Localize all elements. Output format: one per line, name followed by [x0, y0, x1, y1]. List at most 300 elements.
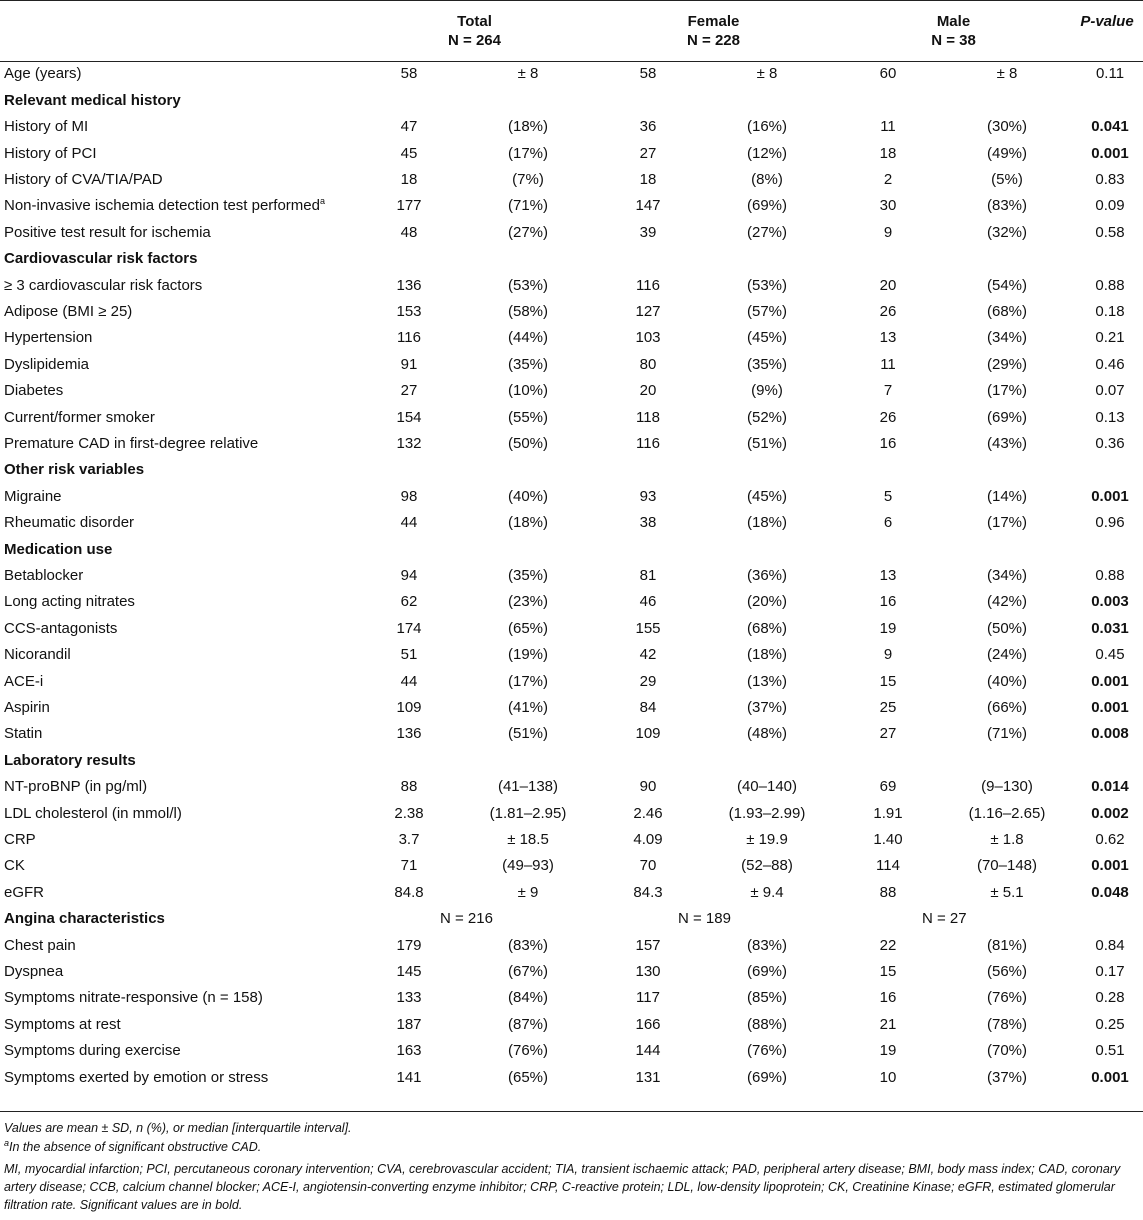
male-value: 20: [879, 276, 897, 294]
female-stat: (57%): [746, 302, 787, 320]
female-value: 29: [639, 672, 657, 690]
table-row: [0, 774, 1143, 800]
table-row: [0, 484, 1143, 510]
total-value: 177: [396, 197, 422, 215]
male-stat: (76%): [986, 989, 1027, 1007]
total-value: 44: [400, 672, 418, 690]
table-row: [0, 616, 1143, 642]
male-stat: (24%): [986, 646, 1027, 664]
male-value: 10: [879, 1068, 897, 1086]
total-stat: (83%): [507, 936, 548, 954]
female-value: 4.09: [633, 830, 663, 848]
female-stat: (8%): [751, 170, 783, 188]
female-stat: (40–140): [736, 778, 798, 796]
total-stat: (55%): [507, 408, 548, 426]
female-value: 20: [639, 382, 657, 400]
female-stat: (1.93–2.99): [728, 804, 806, 822]
total-stat: (17%): [507, 672, 548, 690]
p-value: 0.031: [1091, 619, 1129, 637]
female-stat: (51%): [746, 434, 787, 452]
total-value: 84.8: [394, 883, 424, 901]
row-label: Chest pain: [4, 936, 76, 954]
table-row: [0, 827, 1143, 853]
male-value: 69: [879, 778, 897, 796]
female-value: 93: [639, 487, 657, 505]
table-row: [0, 721, 1143, 747]
total-stat: (35%): [507, 566, 548, 584]
row-label: Positive test result for ischemia: [4, 223, 211, 241]
female-value: 42: [639, 646, 657, 664]
total-value: 18: [400, 170, 418, 188]
female-value: 144: [635, 1042, 661, 1060]
total-value: 71: [400, 857, 418, 875]
p-value: 0.62: [1095, 830, 1125, 848]
total-stat: (18%): [507, 118, 548, 136]
female-stat: (18%): [746, 514, 787, 532]
female-value: 46: [639, 593, 657, 611]
total-stat: (76%): [507, 1042, 548, 1060]
row-label: ACE-i: [4, 672, 44, 690]
total-stat: (35%): [507, 355, 548, 373]
female-stat: (45%): [746, 487, 787, 505]
total-value: 109: [396, 698, 422, 716]
section-label: Relevant medical history: [4, 91, 181, 109]
table-row: [0, 510, 1143, 536]
male-stat: (40%): [986, 672, 1027, 690]
male-value: 11: [880, 355, 896, 373]
p-value: 0.001: [1091, 698, 1129, 716]
total-stat: (65%): [507, 619, 548, 637]
female-value: 27: [639, 144, 657, 162]
male-value: 60: [879, 65, 897, 83]
row-label: LDL cholesterol (in mmol/l): [4, 804, 182, 822]
section-label: Medication use: [4, 540, 113, 558]
total-value: 153: [396, 302, 422, 320]
header-female: [605, 12, 822, 50]
total-value: 116: [397, 329, 421, 347]
total-stat: (1.81–2.95): [489, 804, 567, 822]
p-value: 0.88: [1095, 276, 1125, 294]
female-value: 117: [636, 989, 660, 1007]
female-stat: (83%): [746, 936, 787, 954]
row-label: Long acting nitrates: [4, 593, 135, 611]
male-stat: (78%): [986, 1015, 1027, 1033]
total-stat: (53%): [507, 276, 548, 294]
male-value: 22: [879, 936, 897, 954]
total-value: 58: [400, 65, 418, 83]
male-value: 16: [879, 434, 897, 452]
male-stat: ± 1.8: [990, 830, 1024, 848]
total-value: 136: [396, 276, 422, 294]
female-stat: (52%): [746, 408, 787, 426]
table-row: [0, 880, 1143, 906]
total-stat: (17%): [507, 144, 548, 162]
male-stat: ± 8: [996, 65, 1018, 83]
table-row: [0, 352, 1143, 378]
female-value: 90: [639, 778, 657, 796]
table-header: [0, 0, 1143, 62]
total-value: 174: [396, 619, 422, 637]
subgroup-n: N = 216: [440, 910, 493, 928]
male-value: 19: [879, 1042, 897, 1060]
section-row: [0, 748, 1143, 774]
p-value: 0.84: [1095, 936, 1125, 954]
male-value: 1.91: [873, 804, 903, 822]
row-label: CRP: [4, 830, 36, 848]
row-label: Dyspnea: [4, 962, 64, 980]
row-label: Aspirin: [4, 698, 50, 716]
male-stat: (1.16–2.65): [968, 804, 1046, 822]
total-stat: (71%): [507, 197, 548, 215]
section-row: [0, 246, 1143, 272]
female-value: 166: [635, 1015, 661, 1033]
total-stat: (27%): [507, 223, 548, 241]
row-label: Adipose (BMI ≥ 25): [4, 302, 133, 320]
male-stat: (71%): [986, 725, 1027, 743]
female-value: 18: [639, 170, 657, 188]
male-value: 15: [879, 962, 897, 980]
male-stat: (5%): [991, 170, 1023, 188]
footnote-a-text: In the absence of significant obstructive CAD.: [9, 1140, 262, 1154]
male-stat: (68%): [986, 302, 1027, 320]
male-stat: (54%): [986, 276, 1027, 294]
row-label: ≥ 3 cardiovascular risk factors: [4, 276, 203, 294]
total-stat: ± 18.5: [507, 830, 549, 848]
male-stat: (43%): [986, 434, 1027, 452]
total-value: 145: [396, 962, 422, 980]
p-value: 0.09: [1095, 197, 1125, 215]
table-row: [0, 669, 1143, 695]
female-value: 70: [639, 857, 657, 875]
male-value: 16: [879, 989, 897, 1007]
total-stat: (10%): [507, 382, 548, 400]
male-value: 7: [883, 382, 893, 400]
p-value: 0.46: [1095, 355, 1125, 373]
male-value: 1.40: [873, 830, 903, 848]
male-stat: (69%): [986, 408, 1027, 426]
female-stat: (16%): [746, 118, 787, 136]
header-pvalue: P-value: [1080, 13, 1134, 30]
section-row: [0, 457, 1143, 483]
male-stat: (83%): [986, 197, 1027, 215]
row-label: Migraine: [4, 487, 62, 505]
p-value: 0.001: [1091, 144, 1129, 162]
table-row: [0, 959, 1143, 985]
row-label: Diabetes: [4, 382, 64, 400]
row-label: CCS-antagonists: [4, 619, 118, 637]
row-label: Symptoms during exercise: [4, 1042, 181, 1060]
section-label: Laboratory results: [4, 751, 136, 769]
female-value: 36: [639, 118, 657, 136]
female-value: 131: [635, 1068, 661, 1086]
table-row: [0, 1038, 1143, 1064]
row-label: Symptoms at rest: [4, 1015, 121, 1033]
male-stat: (70–148): [976, 857, 1038, 875]
male-stat: (34%): [986, 566, 1027, 584]
total-value: 47: [400, 118, 418, 136]
footnote-abbreviations: MI, myocardial infarction; PCI, percutaneous coronary intervention; CVA, cerebrovascular accident; TIA, transient ischaemic attack; PAD, peripheral artery disease; BMI, body mass index; CAD, coronary artery disease; CCB, calcium channel blocker; ACE-I, angiotensin-converting enzyme inhibitor; CRP, C-reactive protein; LDL, low-density lipoprotein; CK, Creatinine Kinase; eGFR, estimated glomerular filtration rate. Significant values are in bold.: [4, 1162, 1121, 1212]
p-value: 0.83: [1095, 170, 1125, 188]
header-total-label: Total: [457, 13, 492, 30]
p-value: 0.003: [1091, 593, 1129, 611]
total-value: 2.38: [394, 804, 424, 822]
table-row: [0, 563, 1143, 589]
male-value: 5: [883, 487, 893, 505]
header-total: [366, 12, 583, 50]
total-value: 132: [396, 434, 422, 452]
female-stat: (37%): [746, 698, 787, 716]
table-row: [0, 61, 1143, 87]
row-label: Non-invasive ischemia detection test performed: [4, 197, 320, 215]
total-stat: (19%): [507, 646, 548, 664]
table-row: [0, 589, 1143, 615]
p-value: 0.36: [1095, 434, 1125, 452]
total-stat: (58%): [507, 302, 548, 320]
male-value: 6: [883, 514, 893, 532]
table-row: [0, 431, 1143, 457]
total-value: 27: [400, 382, 418, 400]
male-value: 21: [879, 1015, 897, 1033]
female-stat: (12%): [746, 144, 787, 162]
row-label: Betablocker: [4, 566, 84, 584]
male-value: 26: [879, 302, 897, 320]
p-value: 0.17: [1095, 962, 1125, 980]
p-value: 0.001: [1091, 672, 1129, 690]
male-stat: (42%): [986, 593, 1027, 611]
male-stat: (66%): [986, 698, 1027, 716]
male-value: 15: [879, 672, 897, 690]
row-label: Current/former smoker: [4, 408, 155, 426]
section-row: [0, 88, 1143, 114]
male-value: 11: [880, 118, 896, 136]
p-value: 0.45: [1095, 646, 1125, 664]
male-stat: (81%): [986, 936, 1027, 954]
male-stat: ± 5.1: [990, 883, 1024, 901]
female-value: 39: [639, 223, 657, 241]
male-stat: (37%): [986, 1068, 1027, 1086]
total-stat: (18%): [507, 514, 548, 532]
total-stat: (51%): [507, 725, 548, 743]
total-value: 136: [396, 725, 422, 743]
male-stat: (30%): [986, 118, 1027, 136]
total-stat: (44%): [507, 329, 548, 347]
p-value: 0.014: [1091, 778, 1129, 796]
p-value: 0.18: [1095, 302, 1125, 320]
table-row: [0, 299, 1143, 325]
table-row: [0, 167, 1143, 193]
total-stat: ± 9: [517, 883, 539, 901]
table-row: [0, 1012, 1143, 1038]
subgroup-n: N = 189: [678, 910, 731, 928]
male-value: 30: [879, 197, 897, 215]
female-stat: (69%): [746, 1068, 787, 1086]
female-value: 130: [635, 962, 661, 980]
female-stat: (68%): [746, 619, 787, 637]
row-label: Rheumatic disorder: [4, 514, 135, 532]
section-label: Other risk variables: [4, 461, 145, 479]
p-value: 0.001: [1091, 487, 1129, 505]
male-stat: (29%): [986, 355, 1027, 373]
p-value: 0.001: [1091, 1068, 1129, 1086]
female-stat: (48%): [746, 725, 787, 743]
total-value: 51: [400, 646, 418, 664]
section-label: Angina characteristics: [4, 910, 165, 928]
table-row: [0, 853, 1143, 879]
p-value: 0.041: [1091, 118, 1129, 136]
female-value: 84.3: [633, 883, 663, 901]
total-stat: (50%): [507, 434, 548, 452]
p-value: 0.58: [1095, 223, 1125, 241]
female-value: 38: [639, 514, 657, 532]
table-row: [0, 695, 1143, 721]
female-value: 116: [636, 276, 660, 294]
total-stat: (41%): [507, 698, 548, 716]
male-value: 13: [879, 329, 897, 347]
female-stat: (85%): [746, 989, 787, 1007]
female-stat: (18%): [746, 646, 787, 664]
male-value: 88: [879, 883, 897, 901]
female-value: 116: [636, 434, 660, 452]
p-value: 0.25: [1095, 1015, 1125, 1033]
header-male-label: Male: [936, 13, 971, 30]
male-stat: (32%): [986, 223, 1027, 241]
total-value: 62: [400, 593, 418, 611]
male-value: 9: [883, 646, 893, 664]
female-value: 109: [635, 725, 661, 743]
male-value: 27: [879, 725, 897, 743]
female-stat: (36%): [746, 566, 787, 584]
row-label: Dyslipidemia: [4, 355, 90, 373]
male-value: 18: [879, 144, 897, 162]
row-label: History of PCI: [4, 144, 97, 162]
female-value: 58: [639, 65, 657, 83]
male-value: 19: [879, 619, 897, 637]
footnote-a-marker: a: [4, 1137, 10, 1148]
female-stat: ± 19.9: [746, 830, 788, 848]
total-value: 163: [396, 1042, 422, 1060]
female-value: 84: [639, 698, 657, 716]
total-stat: (23%): [507, 593, 548, 611]
row-label: Premature CAD in first-degree relative: [4, 434, 259, 452]
p-value: 0.21: [1095, 329, 1125, 347]
p-value: 0.96: [1095, 514, 1125, 532]
p-value: 0.88: [1095, 566, 1125, 584]
p-value: 0.001: [1091, 857, 1129, 875]
male-value: 26: [879, 408, 897, 426]
header-male-n: N = 38: [931, 32, 976, 49]
total-value: 94: [400, 566, 418, 584]
total-value: 154: [396, 408, 422, 426]
subgroup-n: N = 27: [922, 910, 967, 928]
total-stat: (67%): [507, 962, 548, 980]
female-stat: ± 8: [756, 65, 778, 83]
male-value: 2: [883, 170, 893, 188]
table-row: [0, 378, 1143, 404]
male-stat: (34%): [986, 329, 1027, 347]
total-stat: (87%): [507, 1015, 548, 1033]
female-stat: (27%): [746, 223, 787, 241]
male-value: 9: [883, 223, 893, 241]
table-row: [0, 642, 1143, 668]
table-row: [0, 985, 1143, 1011]
total-stat: (7%): [512, 170, 544, 188]
female-stat: ± 9.4: [750, 883, 784, 901]
female-stat: (53%): [746, 276, 787, 294]
total-value: 141: [396, 1068, 422, 1086]
total-stat: (41–138): [497, 778, 559, 796]
p-value: 0.11: [1095, 65, 1125, 83]
total-stat: (65%): [507, 1068, 548, 1086]
female-stat: (9%): [751, 382, 783, 400]
total-value: 44: [400, 514, 418, 532]
table-row: [0, 325, 1143, 351]
total-value: 179: [396, 936, 422, 954]
footnote-a: [4, 1138, 1139, 1156]
male-value: 16: [879, 593, 897, 611]
male-stat: (9–130): [981, 778, 1033, 796]
section-row: [0, 537, 1143, 563]
table-row: [0, 1065, 1143, 1091]
p-value: 0.008: [1091, 725, 1129, 743]
male-stat: (49%): [986, 144, 1027, 162]
male-value: 13: [879, 566, 897, 584]
female-value: 81: [639, 566, 657, 584]
p-value: 0.07: [1095, 382, 1125, 400]
male-value: 25: [879, 698, 897, 716]
section-label: Cardiovascular risk factors: [4, 250, 198, 268]
male-stat: (17%): [986, 382, 1027, 400]
total-value: 98: [400, 487, 418, 505]
header-total-n: N = 264: [448, 32, 501, 49]
row-label: NT-proBNP (in pg/ml): [4, 778, 148, 796]
female-value: 147: [635, 197, 661, 215]
footnote-values: Values are mean ± SD, n (%), or median [interquartile interval].: [4, 1121, 352, 1135]
female-value: 103: [635, 329, 661, 347]
female-stat: (69%): [746, 197, 787, 215]
female-stat: (20%): [746, 593, 787, 611]
male-stat: (56%): [986, 962, 1027, 980]
female-value: 127: [635, 302, 661, 320]
table-bottom-rule: [0, 1111, 1143, 1112]
male-stat: (14%): [986, 487, 1027, 505]
table-row: [0, 114, 1143, 140]
header-male: [845, 12, 1062, 50]
row-label: Statin: [4, 725, 43, 743]
table-row: [0, 273, 1143, 299]
table-row: [0, 405, 1143, 431]
male-stat: (70%): [986, 1042, 1027, 1060]
row-label: eGFR: [4, 883, 45, 901]
p-value: 0.002: [1091, 804, 1129, 822]
row-label: Nicorandil: [4, 646, 71, 664]
total-stat: (84%): [507, 989, 548, 1007]
p-value: 0.13: [1095, 408, 1125, 426]
female-stat: (69%): [746, 962, 787, 980]
table-row: [0, 801, 1143, 827]
total-value: 48: [400, 223, 418, 241]
row-label: Age (years): [4, 65, 82, 83]
row-label: History of CVA/TIA/PAD: [4, 170, 163, 188]
female-value: 80: [639, 355, 657, 373]
total-stat: ± 8: [517, 65, 539, 83]
table-row: [0, 220, 1143, 246]
female-value: 157: [635, 936, 661, 954]
female-stat: (13%): [746, 672, 787, 690]
row-label: History of MI: [4, 118, 89, 136]
male-stat: (17%): [986, 514, 1027, 532]
female-stat: (88%): [746, 1015, 787, 1033]
female-stat: (45%): [746, 329, 787, 347]
